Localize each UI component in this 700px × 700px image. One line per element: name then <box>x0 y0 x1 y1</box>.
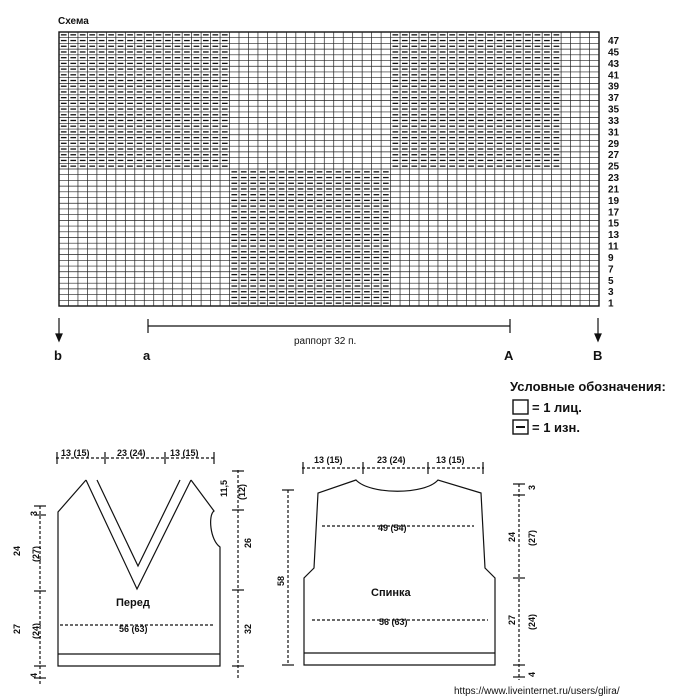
row-number-label: 21 <box>608 184 620 196</box>
row-number-label: 35 <box>608 104 620 116</box>
back-title: Спинка <box>371 587 411 599</box>
front-top-mid: 23 (24) <box>117 448 146 458</box>
row-number-label: 5 <box>608 275 614 287</box>
row-number-label: 9 <box>608 252 614 264</box>
row-number-label: 37 <box>608 93 620 105</box>
front-left-24-alt: (24) <box>31 622 41 639</box>
row-number-label: 27 <box>608 150 620 162</box>
marker-a: a <box>143 348 151 363</box>
front-right-32: 32 <box>243 623 253 634</box>
front-left-3: 3 <box>29 510 39 516</box>
row-number-labels <box>608 36 620 310</box>
row-number-label: 39 <box>608 81 620 93</box>
back-right-3: 3 <box>527 484 537 490</box>
marker-b: b <box>54 348 62 363</box>
front-neck-depth: 11,5 <box>219 479 229 497</box>
row-number-label: 33 <box>608 115 620 127</box>
back-top-right: 13 (15) <box>436 455 465 465</box>
front-left-27-alt: (27) <box>31 545 41 562</box>
repeat-label: раппорт 32 п. <box>294 336 357 347</box>
front-title: Перед <box>116 597 150 609</box>
row-number-label: 11 <box>608 241 619 253</box>
row-number-label: 15 <box>608 218 620 230</box>
row-number-label: 13 <box>608 230 620 242</box>
source-watermark: https://www.liveinternet.ru/users/glira/ <box>454 686 620 697</box>
row-number-label: 25 <box>608 161 620 173</box>
back-height: 58 <box>276 575 286 586</box>
row-number-label: 31 <box>608 127 620 139</box>
row-number-label: 43 <box>608 58 620 70</box>
back-top-mid: 23 (24) <box>377 455 406 465</box>
front-top-right: 13 (15) <box>170 448 199 458</box>
back-upper-width: 49 (54) <box>378 523 407 533</box>
front-top-left: 13 (15) <box>61 448 90 458</box>
row-number-label: 3 <box>608 287 614 299</box>
front-left-4: 4 <box>29 672 39 678</box>
front-left-24: 24 <box>12 545 22 556</box>
chart-title: Схема <box>58 16 89 27</box>
back-right-24: 24 <box>507 531 517 542</box>
back-right-24-alt: (24) <box>527 613 537 630</box>
back-width: 56 (63) <box>379 617 408 627</box>
marker-A: A <box>504 348 514 363</box>
back-right-27-alt: (27) <box>527 529 537 546</box>
front-width: 56 (63) <box>119 624 148 634</box>
row-number-label: 1 <box>608 298 614 310</box>
row-number-label: 45 <box>608 47 620 59</box>
back-top-left: 13 (15) <box>314 455 343 465</box>
front-left-27: 27 <box>12 623 22 634</box>
front-right-26: 26 <box>243 537 253 548</box>
back-right-4: 4 <box>527 671 537 677</box>
row-number-label: 29 <box>608 138 620 150</box>
row-number-label: 17 <box>608 207 620 219</box>
legend-knit: = 1 лиц. <box>532 400 582 415</box>
stitch-chart-grid <box>59 32 599 306</box>
back-schematic <box>282 462 525 680</box>
row-number-label: 19 <box>608 195 620 207</box>
back-right-27: 27 <box>507 614 517 625</box>
row-number-label: 47 <box>608 36 620 48</box>
knit-symbol-icon <box>513 400 528 414</box>
legend-title: Условные обозначения: <box>510 379 666 394</box>
legend-purl: = 1 изн. <box>532 420 580 435</box>
front-neck-depth-alt: (12) <box>237 483 247 500</box>
front-schematic <box>34 452 244 684</box>
row-number-label: 23 <box>608 173 620 185</box>
marker-B: B <box>593 348 603 363</box>
row-number-label: 7 <box>608 264 614 276</box>
row-number-label: 41 <box>608 70 620 82</box>
